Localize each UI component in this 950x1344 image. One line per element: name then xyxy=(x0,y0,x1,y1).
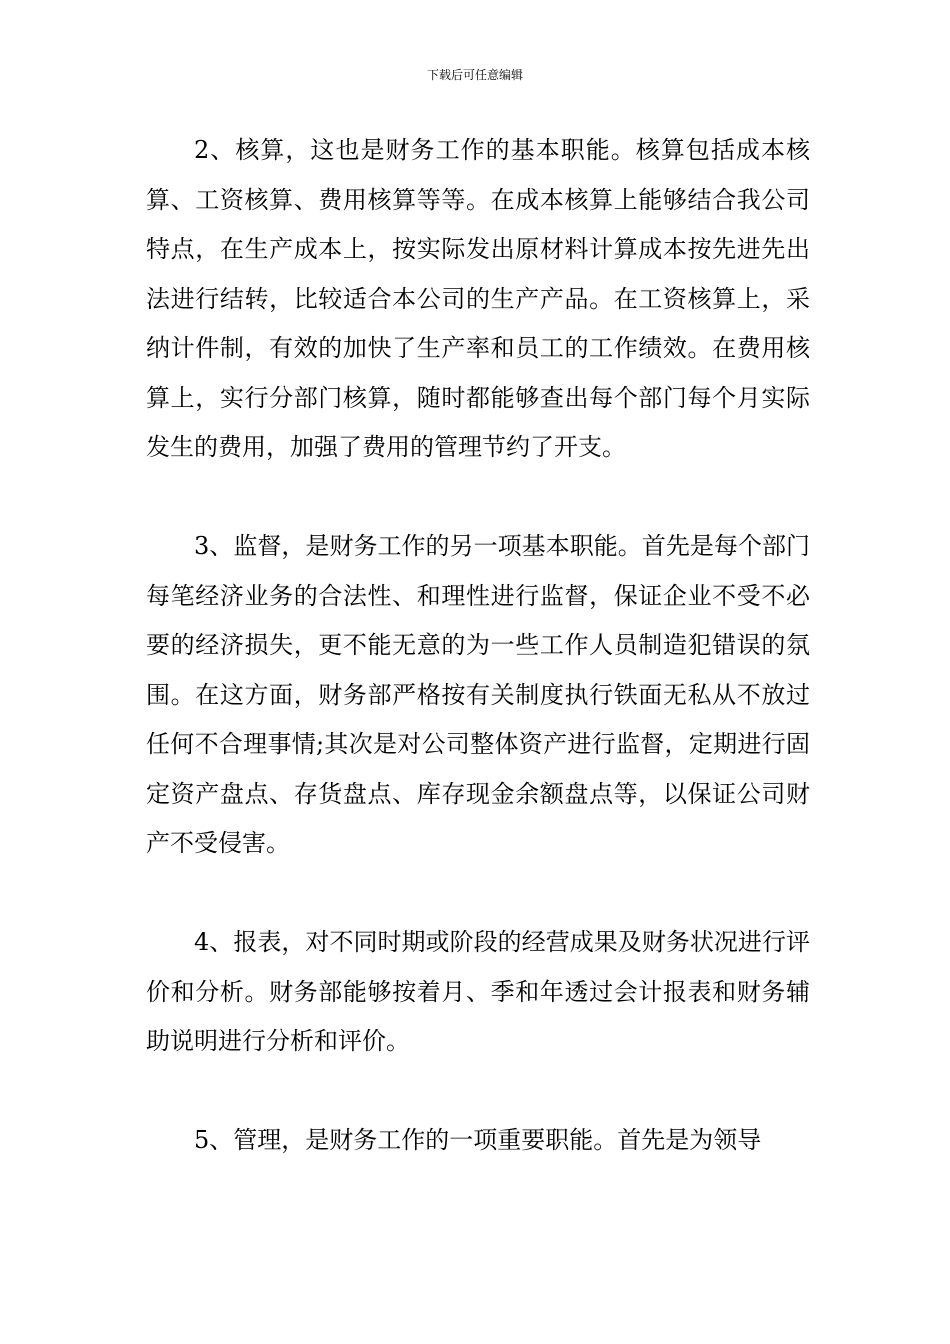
paragraph-supervision: 3、监督，是财务工作的另一项基本职能。首先是每个部门每笔经济业务的合法性、和理性进行监督，保证企业不受不必要的经济损失，更不能无意的为一些工作人员制造犯错误的氛围。在这方面，财务部严格按有关制度执行铁面无私从不放过任何不合理事情;其次是对公司整体资产进行监督，定期进行固定资产盘点、存货盘点、库存现金余额盘点等，以保证公司财产不受侵害。 xyxy=(146,532,810,857)
document-body xyxy=(146,126,810,1166)
paragraph-gap xyxy=(146,1067,810,1117)
paragraph-gap xyxy=(146,473,810,523)
page-header: 下载后可任意编辑 xyxy=(426,68,523,82)
paragraph-accounting: 2、核算，这也是财务工作的基本职能。核算包括成本核算、工资核算、费用核算等等。在成本核算上能够结合我公司特点，在生产成本上，按实际发出原材料计算成本按先进先出法进行结转，比较适合本公司的生产产品。在工资核算上，采纳计件制，有效的加快了生产率和员工的工作绩效。在费用核算上，实行分部门核算，随时都能够查出每个部门每个月实际发生的费用，加强了费用的管理节约了开支。 xyxy=(146,136,810,461)
paragraph-reports: 4、报表，对不同时期或阶段的经营成果及财务状况进行评价和分析。财务部能够按着月、季和年透过会计报表和财务辅助说明进行分析和评价。 xyxy=(146,928,810,1055)
paragraph-gap xyxy=(146,869,810,919)
paragraph-management: 5、管理，是财务工作的一项重要职能。首先是为领导 xyxy=(194,1126,762,1154)
